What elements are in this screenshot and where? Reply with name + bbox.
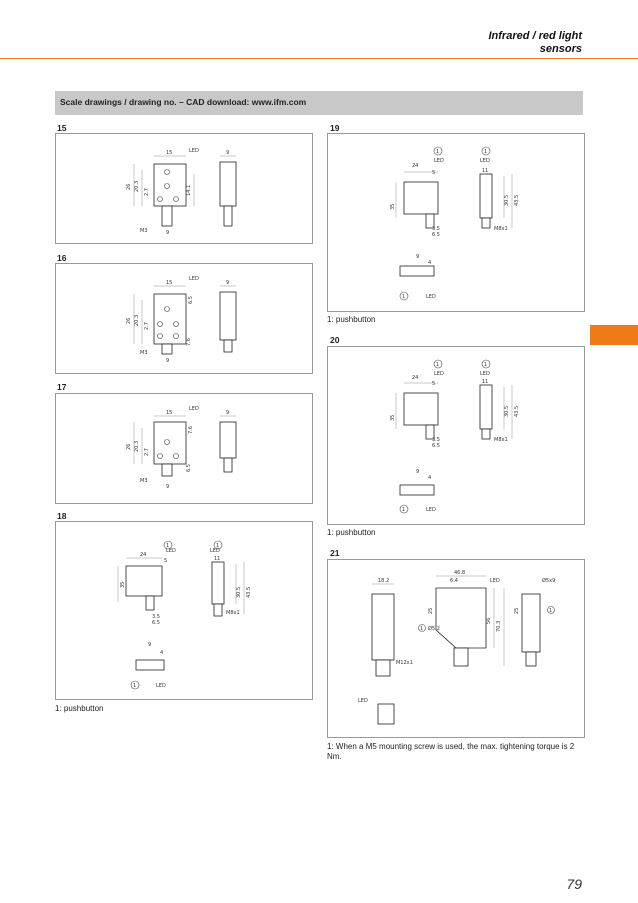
drawing-box-21 bbox=[327, 559, 585, 738]
dim-label: 5 bbox=[164, 558, 168, 564]
dim-label: 7.6 bbox=[188, 426, 194, 434]
dim-label: 4 bbox=[160, 650, 164, 656]
thread-label: M8x1 bbox=[494, 437, 508, 443]
dim-label: 35 bbox=[390, 414, 396, 421]
dim-label: 9 bbox=[148, 642, 152, 648]
dim-label: 9 bbox=[226, 280, 230, 286]
dim-label: 35 bbox=[390, 203, 396, 210]
callout-label: 1 bbox=[436, 149, 440, 155]
dim-label: 9 bbox=[226, 150, 230, 156]
drawing-number: 19 bbox=[330, 123, 340, 133]
dim-label: 9 bbox=[416, 254, 420, 260]
dim-label: 15 bbox=[166, 410, 173, 416]
led-label: LED bbox=[189, 276, 199, 282]
callout-label: 1 bbox=[402, 294, 406, 300]
dim-label: 26 bbox=[126, 443, 132, 450]
dim-label: 43.5 bbox=[514, 405, 520, 417]
callout-label: 1 bbox=[216, 543, 220, 549]
drawing-note: 1: pushbutton bbox=[327, 315, 376, 324]
dim-label: 24 bbox=[412, 163, 419, 169]
led-label: LED bbox=[210, 548, 220, 554]
drawing-number: 18 bbox=[57, 511, 67, 521]
led-label: LED bbox=[480, 158, 490, 164]
thread-label: M8x1 bbox=[494, 226, 508, 232]
dim-label: 9 bbox=[416, 469, 420, 475]
drawing-box-19 bbox=[327, 133, 585, 312]
led-label: LED bbox=[189, 148, 199, 154]
callout-label: 1 bbox=[166, 543, 170, 549]
led-label: LED bbox=[434, 371, 444, 377]
dim-label: 6.5 bbox=[186, 464, 192, 472]
dim-label: 15 bbox=[166, 280, 173, 286]
dim-label: 6.5 bbox=[152, 620, 160, 626]
led-label: LED bbox=[490, 578, 500, 584]
dim-label: 11 bbox=[482, 168, 489, 174]
thread-label: M3 bbox=[140, 228, 148, 234]
dim-label: 26 bbox=[126, 183, 132, 190]
drawing-number: 15 bbox=[57, 123, 67, 133]
section-tab-marker bbox=[590, 325, 638, 345]
section-banner bbox=[55, 91, 583, 115]
dim-label: 2.7 bbox=[144, 322, 150, 330]
drawing-box-20 bbox=[327, 346, 585, 525]
led-label: LED bbox=[189, 406, 199, 412]
led-label: LED bbox=[426, 507, 436, 513]
dim-label: 46.8 bbox=[454, 570, 466, 576]
dim-label: 6.5 bbox=[188, 296, 194, 304]
dim-label: 24 bbox=[412, 375, 419, 381]
dim-label: 3.5 bbox=[432, 226, 440, 232]
dim-label: 3.5 bbox=[432, 437, 440, 443]
drawing-number: 16 bbox=[57, 253, 67, 263]
dim-label: 7.6 bbox=[186, 338, 192, 346]
dim-label: 11 bbox=[214, 556, 221, 562]
callout-label: 1 bbox=[484, 149, 488, 155]
drawing-note: 1: When a M5 mounting screw is used, the max. tightening torque is 2 Nm. bbox=[327, 742, 575, 761]
callout-label: 1 bbox=[133, 683, 137, 689]
dim-label: 4 bbox=[428, 260, 432, 266]
dim-label: Ø5x9 bbox=[542, 578, 556, 584]
callout-label: 1 bbox=[436, 362, 440, 368]
dim-label: 6.4 bbox=[450, 578, 458, 584]
drawing-number: 20 bbox=[330, 335, 340, 345]
drawing-note: 1: pushbutton bbox=[55, 704, 104, 713]
callout-label: 1 bbox=[402, 507, 406, 513]
page-number: 79 bbox=[566, 876, 582, 892]
dim-label: 70.3 bbox=[496, 620, 502, 632]
drawing-box-16 bbox=[55, 263, 313, 374]
thread-label: M8x1 bbox=[226, 610, 240, 616]
drawing-number: 21 bbox=[330, 548, 340, 558]
dim-label: 15 bbox=[166, 150, 173, 156]
led-label: LED bbox=[480, 371, 490, 377]
dim-label: 35 bbox=[120, 581, 126, 588]
page-header-title bbox=[488, 30, 582, 56]
dim-label: 25 bbox=[428, 607, 434, 614]
drawing-18-figure bbox=[56, 522, 312, 699]
thread-label: M3 bbox=[140, 478, 148, 484]
dim-label: 20.3 bbox=[134, 314, 140, 326]
dim-label: 9 bbox=[166, 358, 170, 364]
led-label: LED bbox=[426, 294, 436, 300]
dim-label: 20.3 bbox=[134, 180, 140, 192]
drawing-19-figure bbox=[328, 134, 584, 311]
dim-label: 6.5 bbox=[432, 443, 440, 449]
dim-label: 56 bbox=[486, 617, 492, 624]
thread-label: M12x1 bbox=[396, 660, 413, 666]
dim-label: 14.1 bbox=[186, 184, 192, 196]
dim-label: 25 bbox=[514, 607, 520, 614]
dim-label: 5 bbox=[432, 381, 436, 387]
dim-label: 9 bbox=[166, 484, 170, 490]
dim-label: 18.2 bbox=[378, 578, 390, 584]
dim-label: 9 bbox=[226, 410, 230, 416]
drawing-20-figure bbox=[328, 347, 584, 524]
drawing-21-figure bbox=[328, 560, 584, 737]
dim-label: 9 bbox=[166, 230, 170, 236]
dim-label: 43.5 bbox=[514, 194, 520, 206]
drawing-box-18 bbox=[55, 521, 313, 700]
led-label: LED bbox=[434, 158, 444, 164]
dim-label: 24 bbox=[140, 552, 147, 558]
dim-label: 43.5 bbox=[246, 586, 252, 598]
drawing-15-figure bbox=[56, 134, 312, 243]
led-label: LED bbox=[166, 548, 176, 554]
drawing-box-15 bbox=[55, 133, 313, 244]
header-title-line2: sensors bbox=[539, 43, 582, 55]
dim-label: Ø5.2 bbox=[428, 626, 440, 632]
drawing-16-figure bbox=[56, 264, 312, 373]
callout-label: 1 bbox=[420, 626, 424, 632]
dim-label: 11 bbox=[482, 379, 489, 385]
dim-label: 30.5 bbox=[504, 405, 510, 417]
dim-label: 2.7 bbox=[144, 448, 150, 456]
drawing-number: 17 bbox=[57, 382, 67, 392]
led-label: LED bbox=[156, 683, 166, 689]
header-rule bbox=[0, 58, 638, 59]
callout-label: 1 bbox=[549, 608, 553, 614]
drawing-note: 1: pushbutton bbox=[327, 528, 376, 537]
dim-label: 30.5 bbox=[504, 194, 510, 206]
dim-label: 30.5 bbox=[236, 586, 242, 598]
dim-label: 20.3 bbox=[134, 440, 140, 452]
drawing-17-figure bbox=[56, 394, 312, 503]
dim-label: 2.7 bbox=[144, 188, 150, 196]
dim-label: 26 bbox=[126, 317, 132, 324]
dim-label: 5 bbox=[432, 170, 436, 176]
callout-label: 1 bbox=[484, 362, 488, 368]
dim-label: 3.5 bbox=[152, 614, 160, 620]
led-label: LED bbox=[358, 698, 368, 704]
header-title-line1: Infrared / red light bbox=[488, 30, 582, 42]
drawing-box-17 bbox=[55, 393, 313, 504]
dim-label: 4 bbox=[428, 475, 432, 481]
dim-label: 6.5 bbox=[432, 232, 440, 238]
thread-label: M3 bbox=[140, 350, 148, 356]
banner-text: Scale drawings / drawing no. – CAD download: www.ifm.com bbox=[60, 97, 307, 107]
